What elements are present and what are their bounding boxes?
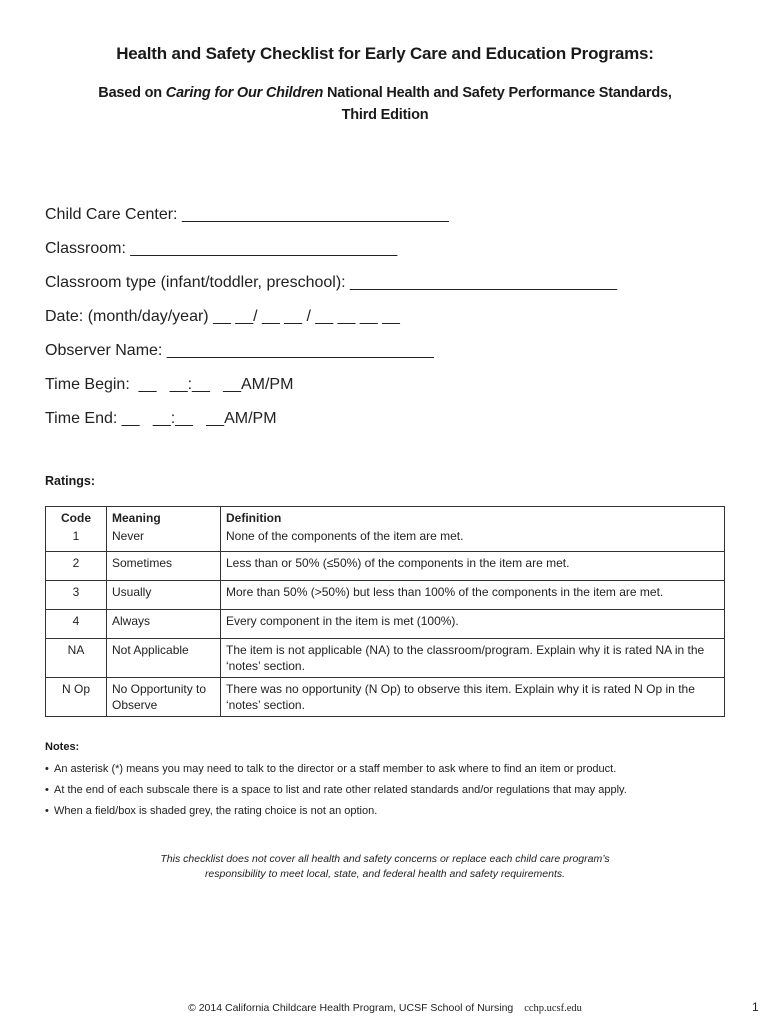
table-row (46, 678, 725, 717)
child-care-center-field[interactable]: Child Care Center: ______________________________ (45, 206, 449, 223)
rating-meaning: Not Applicable (107, 639, 221, 678)
subtitle-italic-title: Caring for Our Children (165, 85, 324, 101)
list-item (45, 762, 735, 783)
note-text: When a field/box is shaded grey, the rating choice is not an option. (54, 805, 378, 817)
rating-code: 3 (46, 581, 107, 610)
bullet-icon: • (45, 805, 49, 817)
rating-code: N Op (46, 678, 107, 717)
column-header-meaning: Meaning (107, 507, 221, 527)
list-item (45, 804, 735, 825)
date-field[interactable]: Date: (month/day/year) __ __/ __ __ / __ __ __ __ (45, 308, 400, 325)
disclaimer-line-1: This checklist does not cover all health and safety concerns or replace each child care program’s (160, 853, 610, 865)
table-row (46, 526, 725, 552)
disclaimer-line-2: responsibility to meet local, state, and federal health and safety requirements. (204, 868, 566, 880)
rating-code: 2 (46, 552, 107, 581)
rating-code: 1 (46, 526, 107, 552)
page-number: 1 (752, 1000, 759, 1014)
notes-list (45, 762, 735, 825)
rating-meaning: Usually (107, 581, 221, 610)
footer (0, 1002, 770, 1014)
disclaimer (100, 852, 670, 882)
ratings-heading: Ratings: (45, 474, 95, 488)
subtitle-prefix: Based on (98, 85, 166, 101)
classroom-type-field[interactable]: Classroom type (infant/toddler, preschool): ______________________________ (45, 274, 617, 291)
time-begin-field[interactable]: Time Begin: __ __:__ __AM/PM (45, 376, 294, 393)
rating-definition: Less than or 50% (≤50%) of the components in the item are met. (221, 552, 725, 581)
page-subtitle (60, 82, 710, 126)
table-row (46, 581, 725, 610)
observation-fields (45, 203, 745, 441)
note-text: At the end of each subscale there is a space to list and rate other related standards and/or regulations that may apply. (54, 784, 627, 796)
bullet-icon: • (45, 763, 49, 775)
table-row (46, 639, 725, 678)
rating-meaning: No Opportunity to Observe (107, 678, 221, 717)
rating-definition: None of the components of the item are met. (221, 526, 725, 552)
time-end-field[interactable]: Time End: __ __:__ __AM/PM (45, 410, 277, 427)
copyright-text: © 2014 California Childcare Health Program, UCSF School of Nursing (188, 1002, 514, 1014)
rating-definition: There was no opportunity (N Op) to observe this item. Explain why it is rated N Op in the ‘notes’ section. (221, 678, 725, 717)
ratings-table (45, 506, 725, 717)
ratings-header-row (46, 507, 725, 527)
bullet-icon: • (45, 784, 49, 796)
list-item (45, 783, 735, 804)
rating-definition: Every component in the item is met (100%). (221, 610, 725, 639)
classroom-field[interactable]: Classroom: ______________________________ (45, 240, 398, 257)
column-header-code: Code (46, 507, 107, 527)
page-title: Health and Safety Checklist for Early Care and Education Programs: (116, 44, 654, 63)
rating-definition: The item is not applicable (NA) to the classroom/program. Explain why it is rated NA in the ‘notes’ section. (221, 639, 725, 678)
rating-definition: More than 50% (>50%) but less than 100% of the components in the item are met. (221, 581, 725, 610)
subtitle-edition: Third Edition (341, 107, 429, 123)
notes-heading: Notes: (45, 741, 80, 753)
table-row (46, 610, 725, 639)
rating-code: NA (46, 639, 107, 678)
note-text: An asterisk (*) means you may need to talk to the director or a staff member to ask where to find an item or product. (54, 763, 617, 775)
observer-name-field[interactable]: Observer Name: ______________________________ (45, 342, 434, 359)
rating-meaning: Never (107, 526, 221, 552)
website-link[interactable]: cchp.ucsf.edu (524, 1003, 582, 1014)
rating-code: 4 (46, 610, 107, 639)
rating-meaning: Sometimes (107, 552, 221, 581)
column-header-definition: Definition (221, 507, 725, 527)
table-row (46, 552, 725, 581)
subtitle-rest: National Health and Safety Performance Standards, (323, 85, 672, 101)
rating-meaning: Always (107, 610, 221, 639)
